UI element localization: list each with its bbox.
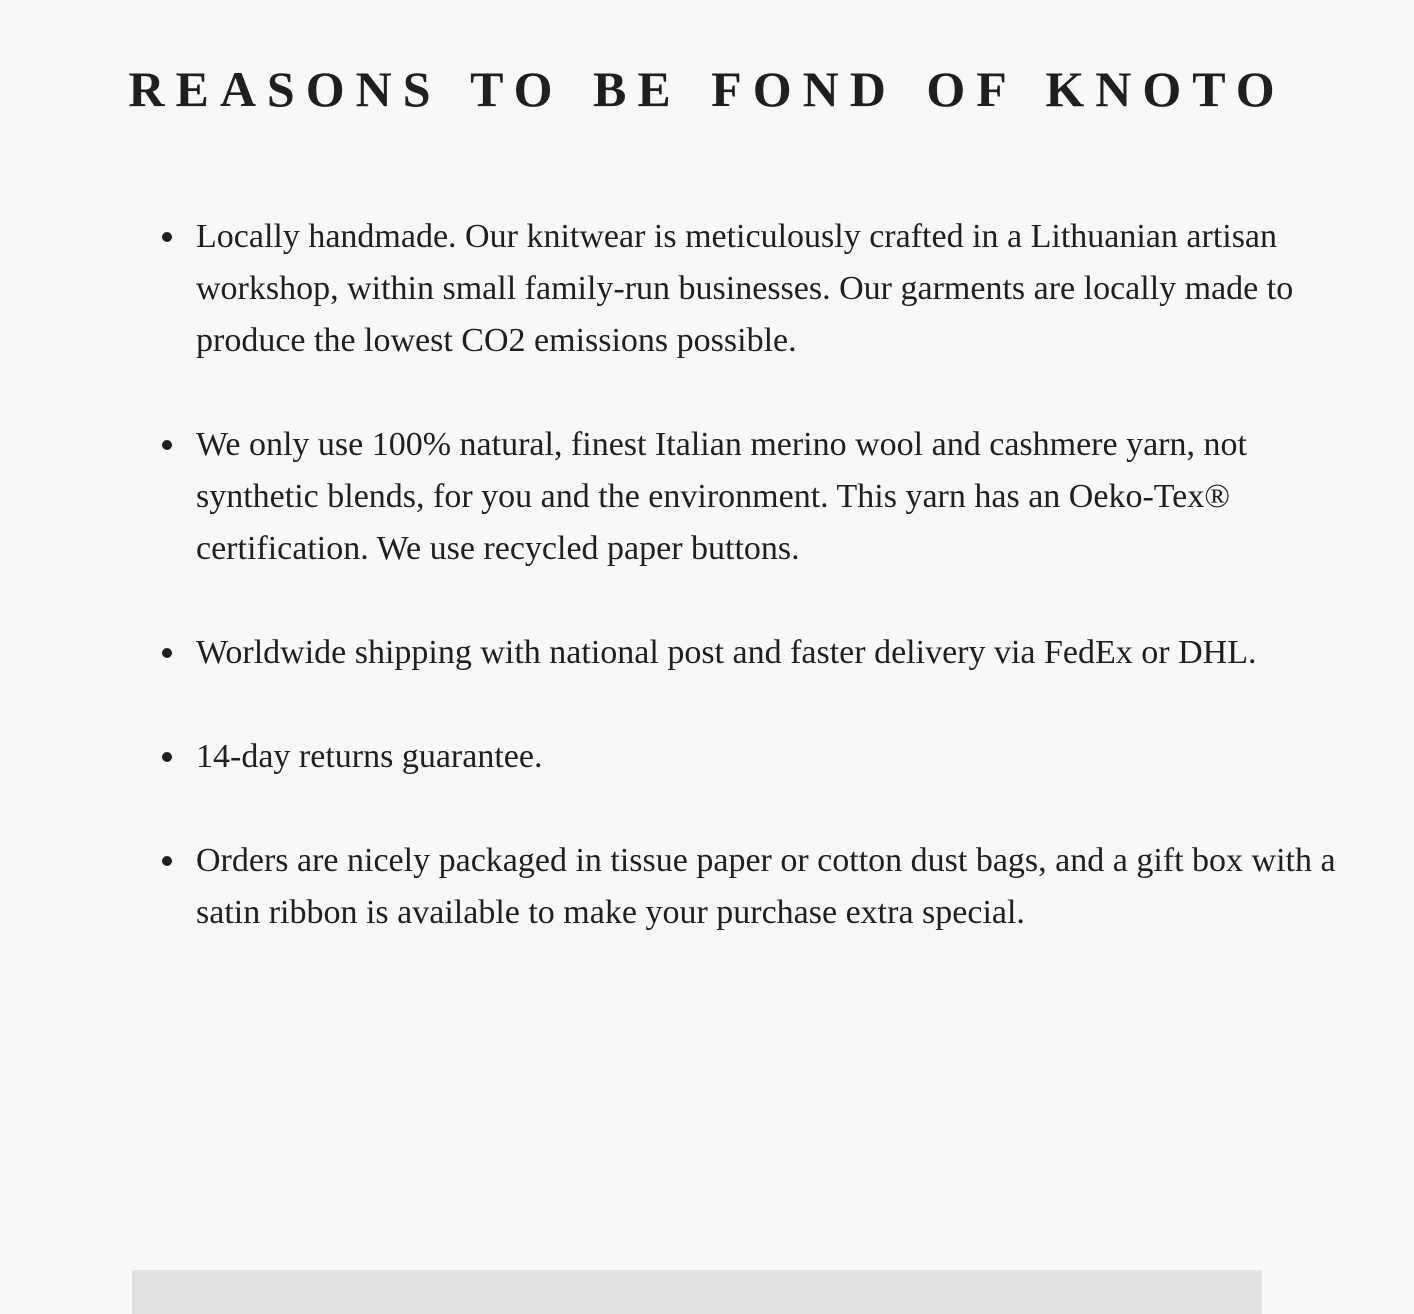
list-item-worldwide-shipping: Worldwide shipping with national post and faster delivery via FedEx or DHL. [196,627,1346,679]
list-item-locally-handmade: Locally handmade. Our knitwear is meticulously crafted in a Lithuanian artisan workshop, within small family-run businesses. Our garments are locally made to produce the lowest CO2 emissions possible. [196,211,1346,367]
product-description-section [0,60,1414,1314]
list-item-returns-guarantee: 14-day returns guarantee. [196,731,1346,783]
list-item-natural-yarn: We only use 100% natural, finest Italian merino wool and cashmere yarn, not synthetic blends, for you and the environment. This yarn has an Oeko-Tex® certification. We use recycled paper buttons. [196,419,1346,575]
section-heading: REASONS TO BE FOND OF KNOTO [128,61,1286,117]
next-section-band [132,1270,1262,1314]
benefits-list [0,211,1414,939]
list-item-packaging: Orders are nicely packaged in tissue paper or cotton dust bags, and a gift box with a satin ribbon is available to make your purchase extra special. [196,835,1346,939]
